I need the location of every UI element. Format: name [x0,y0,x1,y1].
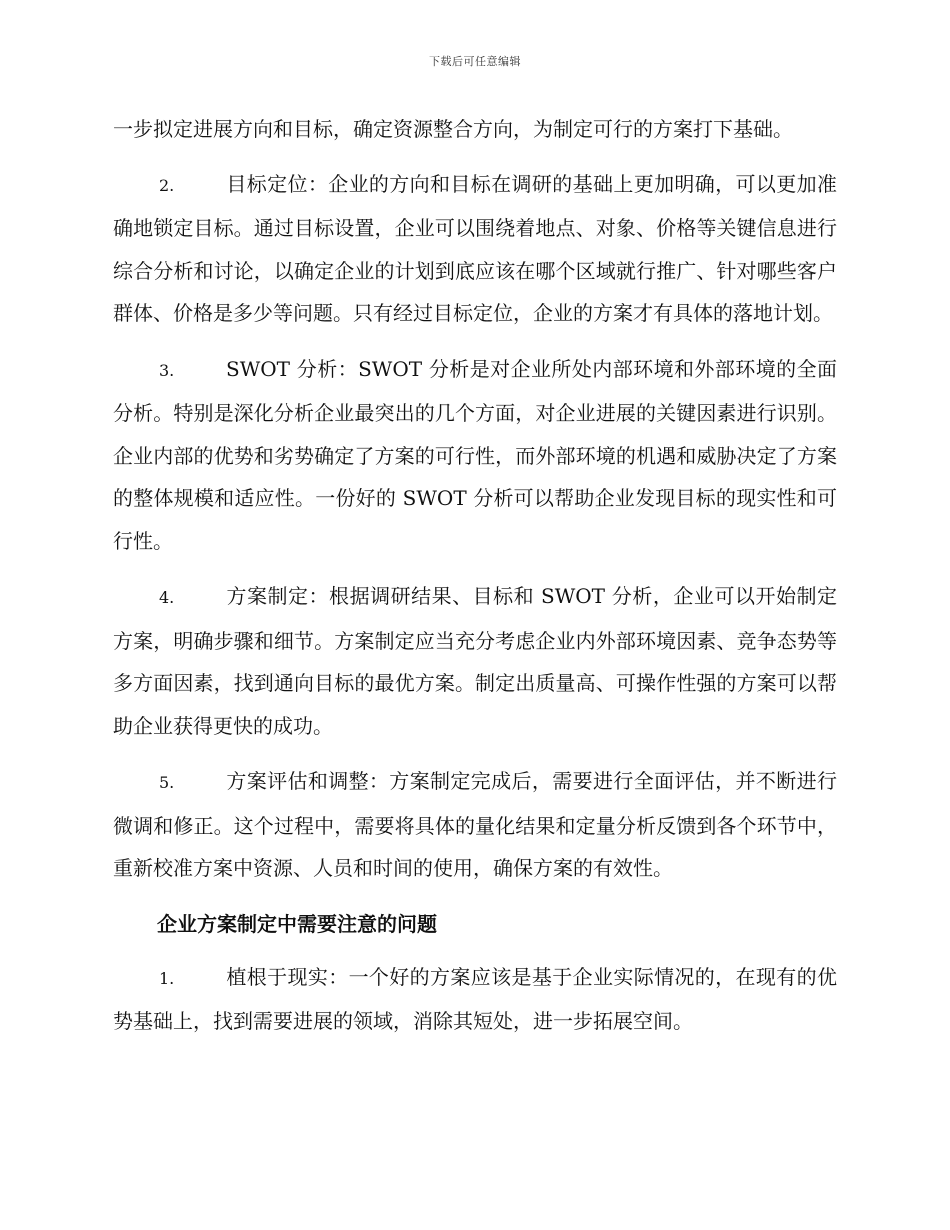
section-heading: 企业方案制定中需要注意的问题 [157,911,437,936]
page-header: 下载后可任意编辑 [429,55,521,68]
list-number: 1. [159,968,175,988]
document-body [113,108,837,1056]
list-number: 3. [159,360,175,380]
list-number: 4. [159,588,175,607]
list-item-3 [113,348,837,563]
list-item-2 [113,163,837,335]
list-item-text: 方案评估和调整：方案制定完成后，需要进行全面评估，并不断进行微调和修正。这个过程中，需要将具体的量化结果和定量分析反馈到各个环节中，重新校准方案中资源、人员和时间的使用，确保方案的有效性。 [113,769,837,880]
list-item-text: SWOT 分析：SWOT 分析是对企业所处内部环境和外部环境的全面分析。特别是深化分析企业最突出的几个方面，对企业进展的关键因素进行识别。企业内部的优势和劣势确定了方案的可行性，而外部环境的机遇和威胁决定了方案的整体规模和适应性。一份好的 SWOT 分析可以帮助企业发现目标的现实性和可行性。 [113,356,837,553]
section-list-item-1 [113,956,837,1043]
list-item-5 [113,760,837,890]
list-item-text: 植根于现实：一个好的方案应该是基于企业实际情况的，在现有的优势基础上，找到需要进展的领域，消除其短处，进一步拓展空间。 [113,964,837,1033]
list-item-text: 方案制定：根据调研结果、目标和 SWOT 分析，企业可以开始制定方案，明确步骤和细节。方案制定应当充分考虑企业内外部环境因素、竞争态势等多方面因素，找到通向目标的最优方案。制定出质量高、可操作性强的方案可以帮助企业获得更快的成功。 [113,584,837,738]
list-item-4 [113,575,837,747]
list-item-text: 目标定位：企业的方向和目标在调研的基础上更加明确，可以更加准确地锁定目标。通过目标设置，企业可以围绕着地点、对象、价格等关键信息进行综合分析和讨论，以确定企业的计划到底应该在哪个区域就行推广、针对哪些客户群体、价格是多少等问题。只有经过目标定位，企业的方案才有具体的落地计划。 [113,171,837,325]
list-number: 5. [159,773,175,792]
intro-paragraph: 一步拟定进展方向和目标，确定资源整合方向，为制定可行的方案打下基础。 [113,117,793,141]
list-number: 2. [159,175,175,195]
